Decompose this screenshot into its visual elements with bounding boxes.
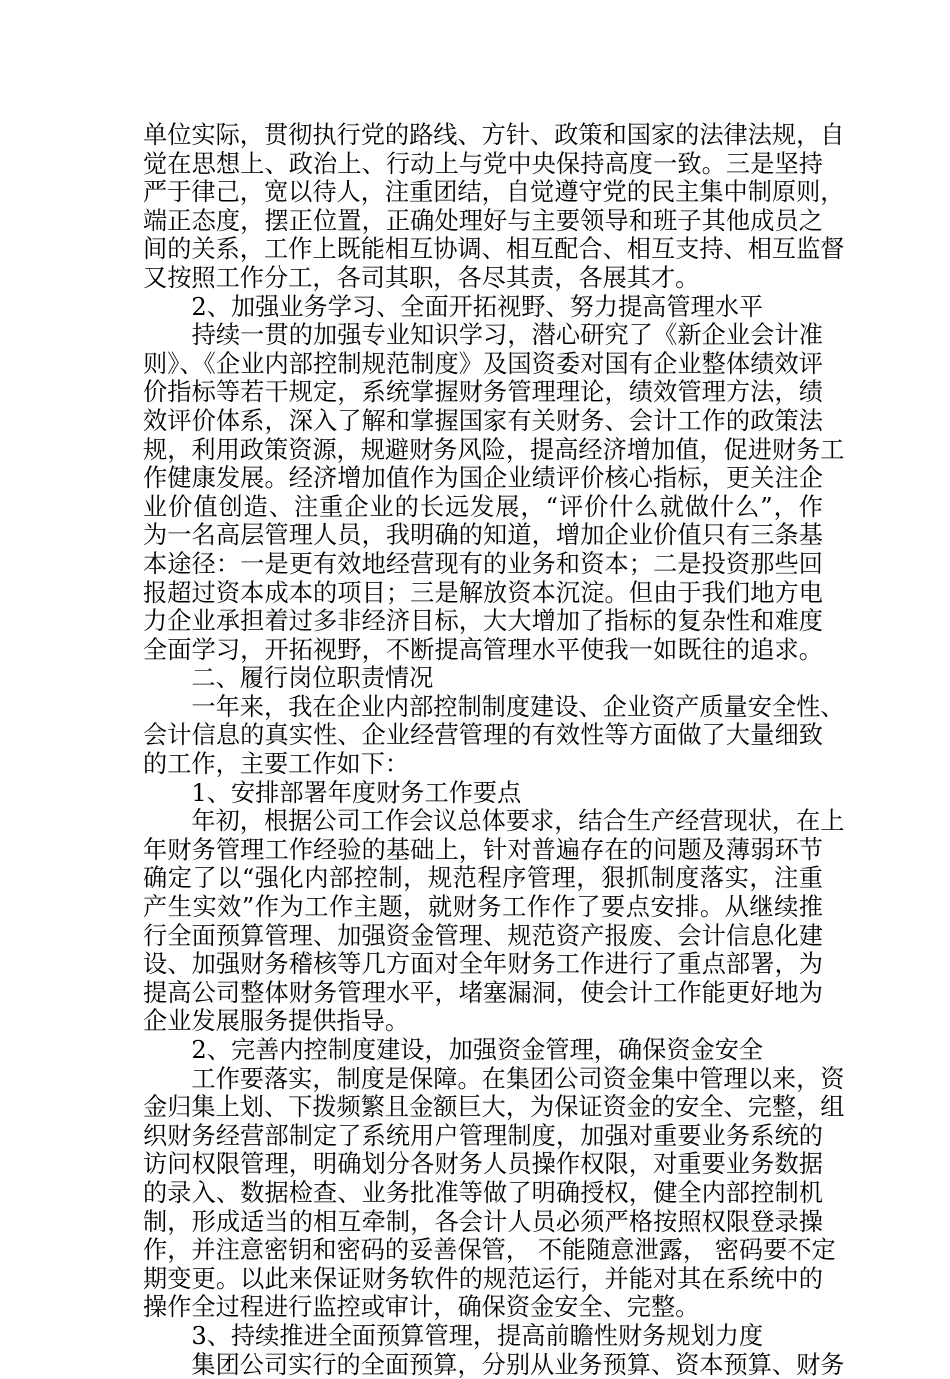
text-line: 效评价体系，深入了解和掌握国家有关财务、会计工作的政策法 bbox=[143, 406, 823, 435]
text-line: 金归集上划、下拨频繁且金额巨大，为保证资金的安全、完整，组 bbox=[143, 1093, 845, 1122]
text-line: 年财务管理工作经验的基础上，针对普遍存在的问题及薄弱环节 bbox=[143, 835, 823, 864]
text-line: 制，形成适当的相互牵制，各会计人员必须严格按照权限登录操 bbox=[143, 1207, 823, 1236]
text-line: 力企业承担着过多非经济目标，大大增加了指标的复杂性和难度 bbox=[143, 607, 823, 636]
text-line: 本途径：一是更有效地经营现有的业务和资本；二是投资那些回 bbox=[143, 549, 823, 578]
text-line: 设、加强财务稽核等几方面对全年财务工作进行了重点部署，为 bbox=[143, 950, 823, 979]
text-line: 间的关系，工作上既能相互协调、相互配合、相互支持、相互监督 bbox=[143, 235, 845, 264]
text-line: 年初，根据公司工作会议总体要求，结合生产经营现状，在上 bbox=[143, 807, 845, 836]
text-line: 产生实效”作为工作主题，就财务工作作了要点安排。从继续推 bbox=[143, 893, 823, 922]
text-line: 为一名高层管理人员，我明确的知道，增加企业价值只有三条基 bbox=[143, 521, 823, 550]
text-line: 期变更。以此来保证财务软件的规范运行，并能对其在系统中的 bbox=[143, 1264, 823, 1293]
text-line: 访问权限管理，明确划分各财务人员操作权限，对重要业务数据 bbox=[143, 1150, 823, 1179]
text-line: 操作全过程进行监控或审计，确保资金安全、完整。 bbox=[143, 1293, 700, 1322]
text-line: 业价值创造、注重企业的长远发展，“评价什么就做什么”，作 bbox=[143, 492, 823, 521]
text-line: 一年来，我在企业内部控制制度建设、企业资产质量安全性、 bbox=[143, 692, 845, 721]
text-line: 会计信息的真实性、企业经营管理的有效性等方面做了大量细致 bbox=[143, 721, 823, 750]
text-line: 的工作，主要工作如下： bbox=[143, 750, 410, 779]
text-line: 行全面预算管理、加强资金管理、规范资产报废、会计信息化建 bbox=[143, 921, 823, 950]
text-line: 觉在思想上、政治上、行动上与党中央保持高度一致。三是坚持 bbox=[143, 149, 823, 178]
text-line: 的录入、数据检查、业务批准等做了明确授权，健全内部控制机 bbox=[143, 1178, 823, 1207]
text-line: 持续一贯的加强专业知识学习，潜心研究了《新企业会计准 bbox=[143, 321, 823, 350]
text-line: 作，并注意密钥和密码的妥善保管， 不能随意泄露， 密码要不定 bbox=[143, 1236, 836, 1265]
text-line: 集团公司实行的全面预算，分别从业务预算、资本预算、财务 bbox=[143, 1350, 845, 1379]
text-line: 3、持续推进全面预算管理，提高前瞻性财务规划力度 bbox=[143, 1321, 764, 1350]
text-line: 则》、《企业内部控制规范制度》及国资委对国有企业整体绩效评 bbox=[143, 349, 823, 378]
body-text bbox=[143, 121, 845, 1379]
text-line: 工作要落实，制度是保障。在集团公司资金集中管理以来，资 bbox=[143, 1064, 845, 1093]
text-line: 规，利用政策资源，规避财务风险，提高经济增加值，促进财务工 bbox=[143, 435, 845, 464]
text-line: 严于律己，宽以待人，注重团结，自觉遵守党的民主集中制原则， bbox=[143, 178, 845, 207]
text-line: 2、加强业务学习、全面开拓视野、努力提高管理水平 bbox=[143, 292, 764, 321]
text-line: 确定了以“强化内部控制，规范程序管理，狠抓制度落实，注重 bbox=[143, 864, 823, 893]
text-line: 端正态度，摆正位置，正确处理好与主要领导和班子其他成员之 bbox=[143, 206, 823, 235]
text-line: 价指标等若干规定，系统掌握财务管理理论，绩效管理方法，绩 bbox=[143, 378, 823, 407]
text-line: 又按照工作分工，各司其职，各尽其责，各展其才。 bbox=[143, 263, 700, 292]
text-line: 1、安排部署年度财务工作要点 bbox=[143, 778, 522, 807]
text-line: 织财务经营部制定了系统用户管理制度，加强对重要业务系统的 bbox=[143, 1121, 823, 1150]
text-line: 2、完善内控制度建设，加强资金管理，确保资金安全 bbox=[143, 1036, 764, 1064]
text-line: 单位实际，贯彻执行党的路线、方针、政策和国家的法律法规，自 bbox=[143, 121, 845, 149]
text-line: 报超过资本成本的项目；三是解放资本沉淀。但由于我们地方电 bbox=[143, 578, 823, 607]
text-line: 全面学习，开拓视野，不断提高管理水平使我一如既往的追求。 bbox=[143, 635, 823, 664]
text-line: 提高公司整体财务管理水平，堵塞漏洞，使会计工作能更好地为 bbox=[143, 978, 823, 1007]
text-line: 作健康发展。经济增加值作为国企业绩评价核心指标，更关注企 bbox=[143, 464, 823, 493]
text-line: 二、履行岗位职责情况 bbox=[143, 664, 434, 693]
text-line: 企业发展服务提供指导。 bbox=[143, 1007, 410, 1036]
